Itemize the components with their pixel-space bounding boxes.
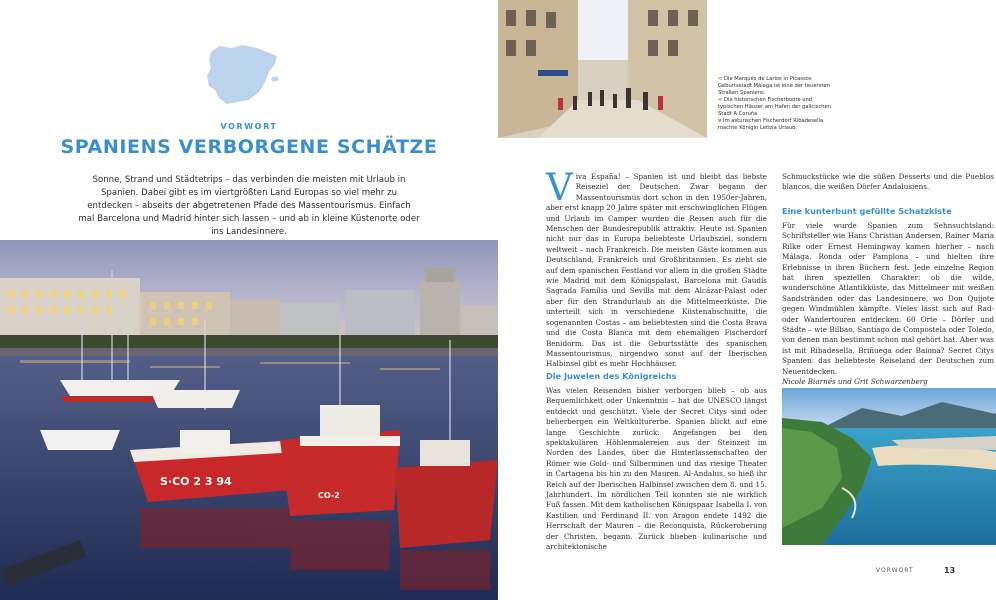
author-credit: Nicole Biarnés und Grit Schwarzenberg <box>782 377 928 387</box>
harbor-photo <box>0 240 498 600</box>
caption-item: < Die Marqués de Larios in Picassos Geburtsstadt Málaga ist eine der teuersten Straßen Spaniens. <box>718 76 830 96</box>
spain-map-icon <box>205 42 285 108</box>
arrow-down-icon: v <box>718 118 722 124</box>
arrow-left-icon: < <box>718 97 723 103</box>
page-number: 13 <box>944 566 956 575</box>
subheading-schatzkiste: Eine kunterbunt gefüllte Schatzkiste <box>782 206 952 216</box>
caption-item: < Die historischen Fischerboote und typischen Häuser am Hafen der galicischen Stadt A Coruña <box>718 97 832 117</box>
photo-caption <box>718 76 833 132</box>
arrow-left-icon: < <box>718 76 723 82</box>
boat-registration-1: S·CO 2 3 94 <box>160 475 232 488</box>
street-photo <box>498 0 707 138</box>
body-column-1-continued: Was vielen Reisenden bisher verborgen blieb – ob aus Bequemlichkeit oder Unkenntnis – hat die UNESCO längst entdeckt und geschützt. Viele der Secret Citys sind oder beherbergen ein Weltkulturerbe. Spanien blickt auf eine lange Geschichte zurück: Angefangen bei den spektakulären Höhlenmalereien aus der Steinzeit im Norden des Landes, über die Hinterlassenschaften der Römer wie Gold- und Silberminen und das riesige Theater in Cartagena bis hin zu den Mauren. Al-Andalus, so hieß ihr Reich auf der Iberischen Halbinsel zwischen dem 8. und 15. Jahrhundert. Im nördlichen Teil konnten sie nie wirklich Fuß fassen. Mit dem katholischen Königspaar Isabella I. von Kastilien und Ferdinand II. von Aragon endete 1492 die Herrschaft der Mauren – die Reconquista, Rückeroberung der Christen, begann. Zurück blieben kulinarische und architektonische <box>546 386 767 552</box>
intro-paragraph: Sonne, Strand und Städtetrips – das verbinden die meisten mit Urlaub in Spanien. Dabei gibt es im viertgrößten Land Europas so viel mehr zu entdecken – abseits der abgetretenen Pfade des Massentourismus. Einfach mal Barcelona und Madrid hinter sich lassen – und ab in kleine Küstenorte oder ins Landesinnere. <box>78 175 420 237</box>
drop-cap: V <box>546 166 573 209</box>
boat-registration-2: CO-2 <box>318 491 340 500</box>
page-title: SPANIENS VERBORGENE SCHÄTZE <box>60 136 438 158</box>
caption-item: v Im asturischen Fischerdorf Ribadesella machte Königin Letizia Urlaub. <box>718 118 824 131</box>
section-kicker: VORWORT <box>220 122 278 131</box>
body-column-2: Für viele wurde Spanien zum Sehnsuchtsland: Schriftsteller wie Hans Christian Andersen, Rainer Maria Rilke oder Ernest Hemingway kamen hierher – nach Málaga, Ronda oder Pamplona – und hielten ihre Erlebnisse in ihren Büchern fest. Jede einzelne Region hat ihren speziellen Charakter: ob die wilde, wunderschöne Atlantikküste, das Mittelmeer mit weißen Sandstränden oder das Landesinnere, wo Don Quijote gegen Windmühlen kämpfte. Vieles lässt sich auf Rad- oder Wandertouren entdecken. 60 Orte – Dörfer und Städte – wie Bilbao, Santiago de Compostela oder Toledo, von denen man bestimmt schon mal gehört hat. Aber was ist mit Ribadesella, Briñuega oder Baiona? Secret Citys Spanien: das beliebteste Reiseland der Deutschen zum Neuentdecken. Nicole Biarnés und Grit Schwarzenberg <box>782 221 994 387</box>
body-column-2-start: Schmuckstücke wie die süßen Desserts und die Pueblos blancos, die weißen Dörfer Andalusiens. <box>782 172 994 192</box>
body-column-1: Viva España! – Spanien ist und bleibt das liebste Reiseziel der Deutschen. Zwar begann der Massentourismus dort schon in den 1950er-Jahren, aber erst knapp 20 Jahre später mit erschwinglichen Flügen und Urlaub im Camper wurden die Reisen auch für die Menschen der Bundesrepublik attraktiv. Heute ist Spanien nicht nur das in Europa beliebteste Urlaubsziel, sondern weltweit – nach Frankreich. Die meisten Gäste kommen aus Deutschland, Frankreich und Großbritannien. Es zieht sie auf dem spanischen Festland vor allem in die großen Städte wie Madrid mit dem Königspalast, Barcelona mit Gaudís Sagrada Família und Sevilla mit dem Alcázar-Palast oder aber für den Strandurlaub an die Mittelmeerküste. Die unterteilt sich in verschiedene Küstenabschnitte, die sogenannten Costas – am beliebtesten sind die Costa Brava und die Costa Blanca mit dem ehemaligen Fischerdorf Benidorm. Das ist die Geburtsstätte des spanischen Massentourismus, nirgendwo sonst auf der Iberischen Halbinsel gibt es mehr Hochhäuser. <box>546 166 767 369</box>
coast-photo <box>782 388 996 545</box>
footer-section-label: VORWORT <box>876 567 914 574</box>
subheading-juwelen: Die Juwelen des Königreichs <box>546 371 677 381</box>
